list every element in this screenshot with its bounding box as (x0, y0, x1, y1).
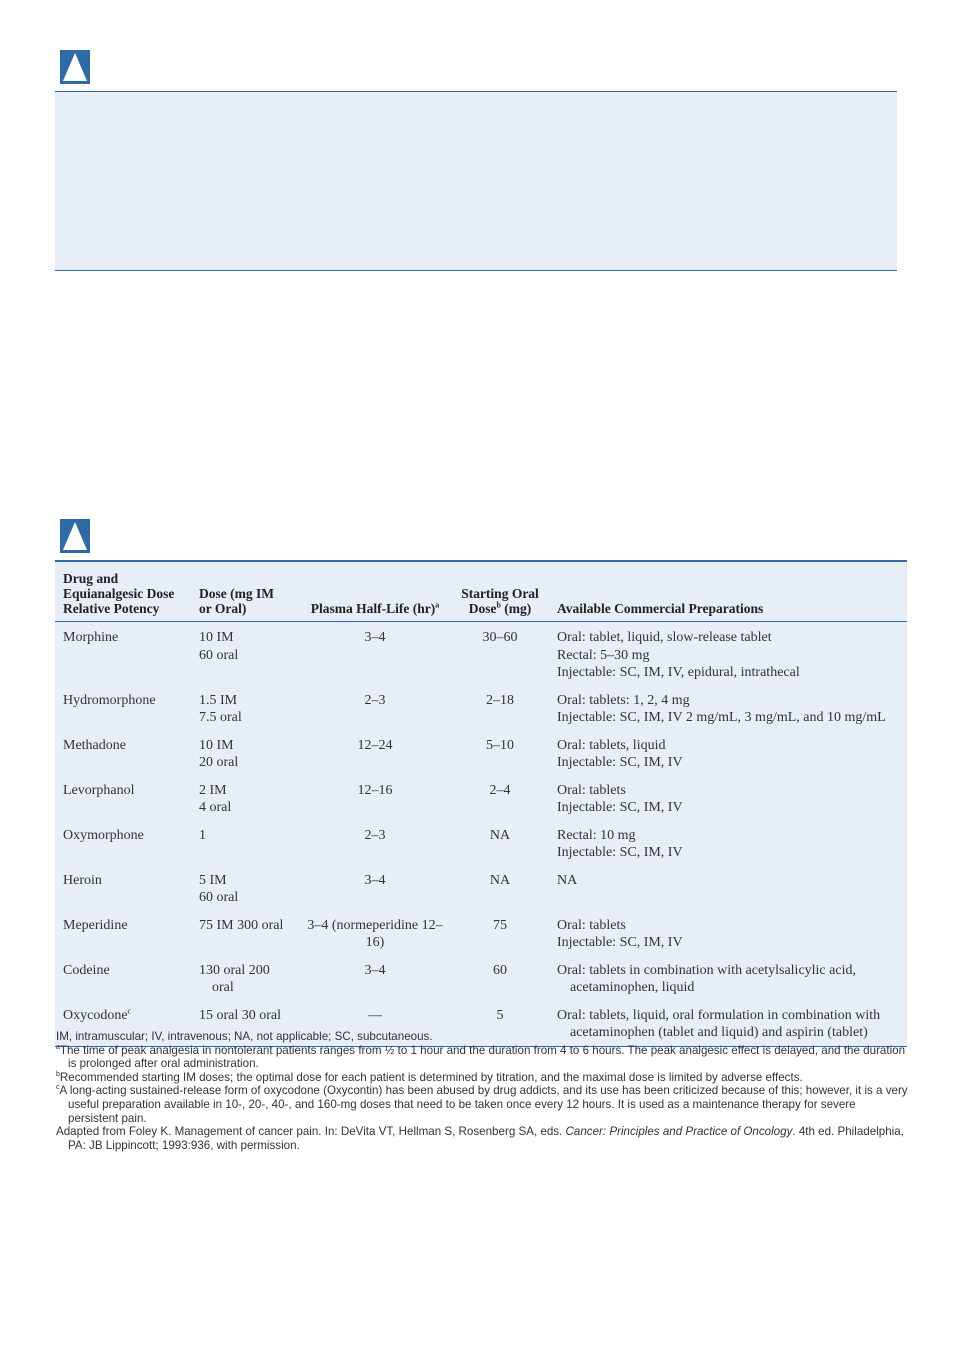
dose-cell: 10 IM 60 oral (199, 630, 239, 663)
starting-dose-cell: 5 (496, 1007, 504, 1023)
starting-dose-cell: 30–60 (482, 630, 518, 645)
half-life-cell: 3–4 (364, 872, 386, 888)
half-life-cell: 2–3 (364, 827, 386, 843)
footnote-abbreviations: IM, intramuscular; IV, intravenous; NA, not applicable; SC, subcutaneous. (56, 1030, 433, 1043)
starting-dose-cell: 75 (493, 917, 507, 933)
drug-name: Heroin (63, 872, 102, 888)
preparations-cell: NA (557, 872, 578, 888)
half-life-cell: — (368, 1007, 382, 1023)
starting-dose-cell: 5–10 (486, 737, 514, 753)
half-life-cell: 3–4 (normeperidine 12–16) (307, 917, 443, 950)
starting-dose-cell: NA (489, 872, 511, 888)
drug-name: Meperidine (63, 917, 128, 933)
footnote-a: $^a$The time of peak analgesia in nontolerant patients ranges from ½ to 1 hour and the duration from 4 to 6 hours. The peak analgesic effect is delayed, and the duration is prolonged after oral administration. (56, 1043, 906, 1071)
starting-dose-cell: 60 (493, 962, 507, 978)
drug-name: Codeine (63, 962, 110, 978)
table-row (55, 622, 907, 686)
empty-table-box (55, 91, 897, 271)
half-life-cell: 3–4 (364, 962, 386, 978)
starting-dose-cell: NA (489, 827, 511, 843)
half-life-cell: 2–3 (364, 692, 386, 708)
dose-cell: 130 oral 200 oral (199, 962, 270, 995)
drug-name: Hydromorphone (63, 692, 156, 708)
dose-cell: 15 oral 30 oral (199, 1007, 282, 1023)
dose-cell: 5 IM 60 oral (199, 872, 239, 905)
drug-name: Oxymorphone (63, 827, 144, 843)
header-preparations: Available Commercial Preparations (549, 562, 907, 622)
triangle-logo-icon (60, 50, 90, 84)
header-drug: Drug and Equianalgesic Dose Relative Potency (55, 562, 191, 622)
table-row (55, 821, 907, 866)
dose-cell: 75 IM 300 oral (199, 917, 284, 933)
table-row (55, 911, 907, 956)
drug-name: Morphine (63, 630, 119, 645)
preparations-cell: Oral: tablet, liquid, slow-release tablet Rectal: 5–30 mg Injectable: SC, IM, IV, epidural, intrathecal (557, 630, 800, 680)
dose-cell: 2 IM 4 oral (199, 782, 232, 815)
triangle-logo-icon (60, 519, 90, 553)
table-row (55, 956, 907, 1001)
starting-dose-cell: 2–18 (486, 692, 514, 708)
half-life-cell: 12–16 (357, 782, 393, 798)
table-row (55, 866, 907, 911)
dose-cell: 1.5 IM 7.5 oral (199, 692, 242, 725)
half-life-cell: 12–24 (357, 737, 393, 753)
table-row (55, 776, 907, 821)
footnote-source: Adapted from Foley K. Management of cancer pain. In: DeVita VT, Hellman S, Rosenberg SA, eds. Cancer: Principles and Practice of Oncology. 4th ed. Philadelphia, PA: JB Lippincott; 1993:936, with permission. (56, 1125, 904, 1152)
starting-dose-cell: 2–4 (489, 782, 511, 798)
preparations-cell: Oral: tablets Injectable: SC, IM, IV (557, 782, 683, 815)
preparations-cell: Oral: tablets in combination with acetylsalicylic acid, acetaminophen, liquid (557, 962, 856, 995)
table-footnotes (56, 1030, 908, 1152)
dose-cell: 10 IM 20 oral (199, 737, 239, 770)
table-row (55, 731, 907, 776)
footnote-b: $^b$Recommended starting IM doses; the optimal dose for each patient is determined by titration, and the maximal dose is limited by adverse effects. (56, 1070, 803, 1084)
drug-name: Levorphanol (63, 782, 135, 798)
header-starting-dose: Starting Oral Dose$^b$ (mg) (449, 562, 549, 622)
drug-name: Oxycodone$^c$ (63, 1005, 132, 1023)
header-half-life: Plasma Half-Life (hr)$^a$ (299, 562, 449, 622)
dose-cell: 1 (199, 827, 206, 843)
footnote-c: $^c$A long-acting sustained-release form of oxycodone (Oxycontin) has been abused by drug addicts, and its use has been criticized because of this; however, it is a very useful preparation available in 10-, 20-, 40-, and 160-mg doses that need to be taken once every 12 hours. It is used as a maintenance therapy for severe persistent pain. (56, 1084, 908, 1125)
table-row (55, 686, 907, 731)
preparations-cell: Oral: tablets: 1, 2, 4 mg Injectable: SC, IM, IV 2 mg/mL, 3 mg/mL, and 10 mg/mL (557, 692, 886, 725)
header-dose: Dose (mg IM or Oral) (191, 562, 299, 622)
preparations-cell: Rectal: 10 mg Injectable: SC, IM, IV (557, 827, 683, 860)
preparations-cell: Oral: tablets, liquid, oral formulation in combination with acetaminophen (tablet and liquid) and aspirin (tablet) (557, 1007, 881, 1040)
half-life-cell: 3–4 (364, 630, 386, 645)
opioid-table (55, 560, 907, 1047)
drug-name: Methadone (63, 737, 126, 753)
preparations-cell: Oral: tablets Injectable: SC, IM, IV (557, 917, 683, 950)
table-header-row (55, 562, 907, 622)
preparations-cell: Oral: tablets, liquid Injectable: SC, IM, IV (557, 737, 683, 770)
